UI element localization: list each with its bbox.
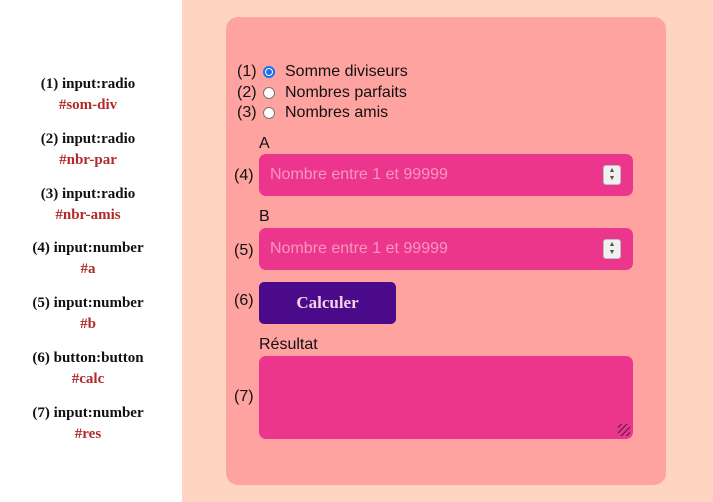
input-placeholder: Nombre entre 1 et 99999 <box>270 240 448 257</box>
spinner-icon[interactable]: ▲ ▼ <box>603 165 621 185</box>
legend-item-id: #nbr-par <box>59 152 117 168</box>
marker-2: (2) <box>237 84 257 101</box>
calculer-button[interactable]: Calculer <box>259 282 396 324</box>
legend-item-id: #b <box>80 316 96 332</box>
marker-4: (4) <box>234 167 254 184</box>
legend-item-label: (1) input:radio <box>40 76 136 92</box>
legend-item-4 <box>0 238 176 280</box>
marker-6: (6) <box>234 292 254 309</box>
radio-row-somme-diviseurs[interactable] <box>237 62 408 82</box>
number-input-a[interactable] <box>259 154 633 196</box>
legend-item-6 <box>0 348 176 390</box>
field-b-label: B <box>259 208 270 225</box>
marker-3: (3) <box>237 104 257 121</box>
legend-item-label: (7) input:number <box>32 405 144 421</box>
marker-1: (1) <box>237 63 257 80</box>
legend-item-id: #res <box>74 426 102 442</box>
radio-nbr-amis[interactable] <box>263 107 275 119</box>
radio-label[interactable]: Nombres amis <box>285 104 389 121</box>
number-input-b[interactable] <box>259 228 633 270</box>
radio-row-nombres-amis[interactable] <box>237 103 388 123</box>
legend-item-id: #nbr-amis <box>55 207 121 223</box>
input-placeholder: Nombre entre 1 et 99999 <box>270 166 448 183</box>
legend-item-id: #som-div <box>58 97 118 113</box>
legend-item-id: #a <box>80 261 96 277</box>
marker-7: (7) <box>234 388 254 405</box>
result-label: Résultat <box>259 336 318 353</box>
radio-nbr-par[interactable] <box>263 87 275 99</box>
legend-item-3 <box>0 184 176 226</box>
legend-panel <box>0 0 182 502</box>
result-field[interactable] <box>259 356 633 439</box>
field-a-label: A <box>259 135 270 152</box>
legend-item-label: (4) input:number <box>32 240 144 256</box>
radio-row-nombres-parfaits[interactable] <box>237 83 407 103</box>
marker-5: (5) <box>234 242 254 259</box>
legend-item-id: #calc <box>71 371 105 387</box>
legend-item-2 <box>0 129 176 171</box>
resize-grip-icon[interactable] <box>618 424 630 436</box>
radio-label[interactable]: Somme diviseurs <box>285 63 408 80</box>
spinner-icon[interactable]: ▲ ▼ <box>603 239 621 259</box>
legend-item-label: (2) input:radio <box>40 131 136 147</box>
legend-item-1 <box>0 74 176 116</box>
radio-label[interactable]: Nombres parfaits <box>285 84 407 101</box>
legend-item-5 <box>0 293 176 335</box>
radio-som-div[interactable] <box>263 66 275 78</box>
legend-item-label: (3) input:radio <box>40 186 136 202</box>
legend-item-label: (5) input:number <box>32 295 144 311</box>
legend-item-label: (6) button:button <box>32 350 144 366</box>
legend-item-7 <box>0 403 176 445</box>
